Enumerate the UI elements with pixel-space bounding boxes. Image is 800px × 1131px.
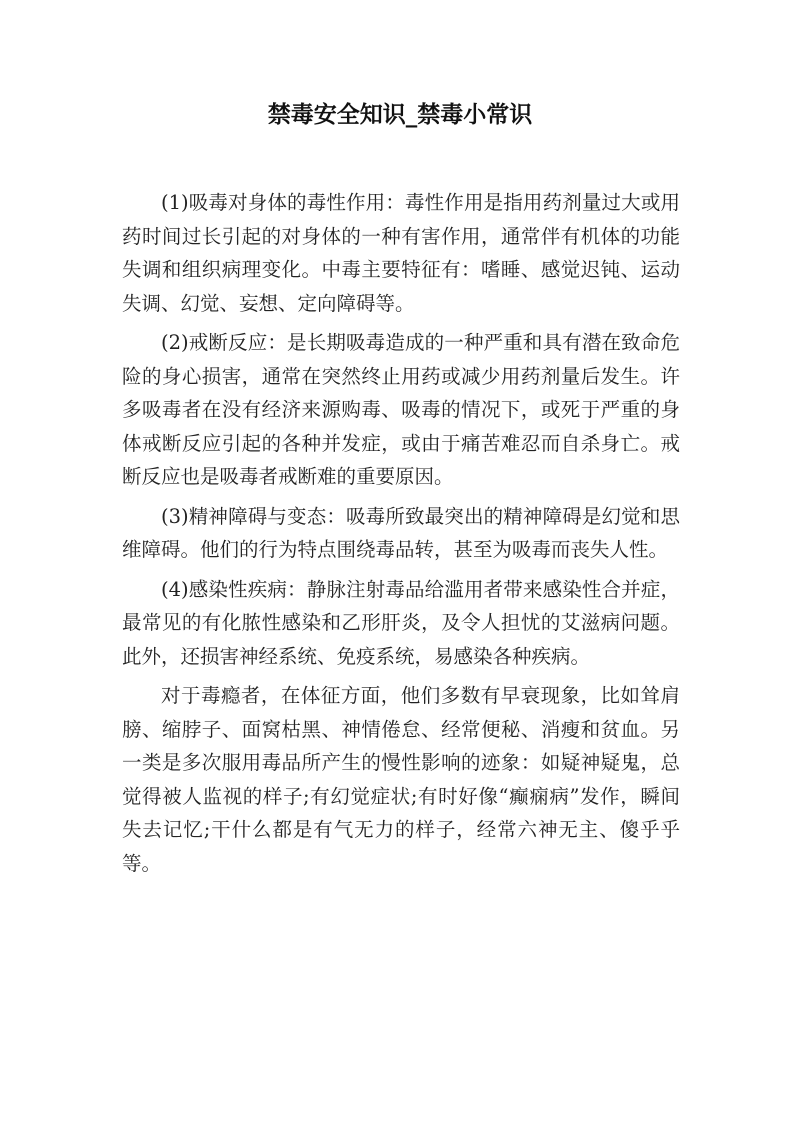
paragraph-addict-signs: 对于毒瘾者，在体征方面，他们多数有早衰现象，比如耸肩膀、缩脖子、面窝枯黑、神情倦怠、经常便秘、消瘦和贫血。另一类是多次服用毒品所产生的慢性影响的迹象：如疑神疑鬼，总觉得被人监视的样子;有幻觉症状;有时好像“癫痫病”发作，瞬间失去记忆;干什么都是有气无力的样子，经常六神无主、傻乎乎等。 [122,684,680,875]
page-title: 禁毒安全知识_禁毒小常识 [267,102,533,128]
paragraph-toxic-effects: (1)吸毒对身体的毒性作用：毒性作用是指用药剂量过大或用药时间过长引起的对身体的一种有害作用，通常伴有机体的功能失调和组织病理变化。中毒主要特征有：嗜睡、感觉迟钝、运动失调、幻觉、妄想、定向障碍等。 [122,191,680,315]
document-body [122,186,680,880]
paragraph-mental-disorder: (3)精神障碍与变态：吸毒所致最突出的精神障碍是幻觉和思维障碍。他们的行为特点围绕毒品转，甚至为吸毒而丧失人性。 [122,504,680,561]
paragraph-infectious-disease: (4)感染性疾病：静脉注射毒品给滥用者带来感染性合并症，最常见的有化脓性感染和乙形肝炎，及令人担忧的艾滋病问题。此外，还损害神经系统、免疫系统，易感染各种疾病。 [122,577,680,668]
paragraph-withdrawal: (2)戒断反应：是长期吸毒造成的一种严重和具有潜在致命危险的身心损害，通常在突然终止用药或减少用药剂量后发生。许多吸毒者在没有经济来源购毒、吸毒的情况下，或死于严重的身体戒断反应引起的各种并发症，或由于痛苦难忍而自杀身亡。戒断反应也是吸毒者戒断难的重要原因。 [122,331,680,488]
